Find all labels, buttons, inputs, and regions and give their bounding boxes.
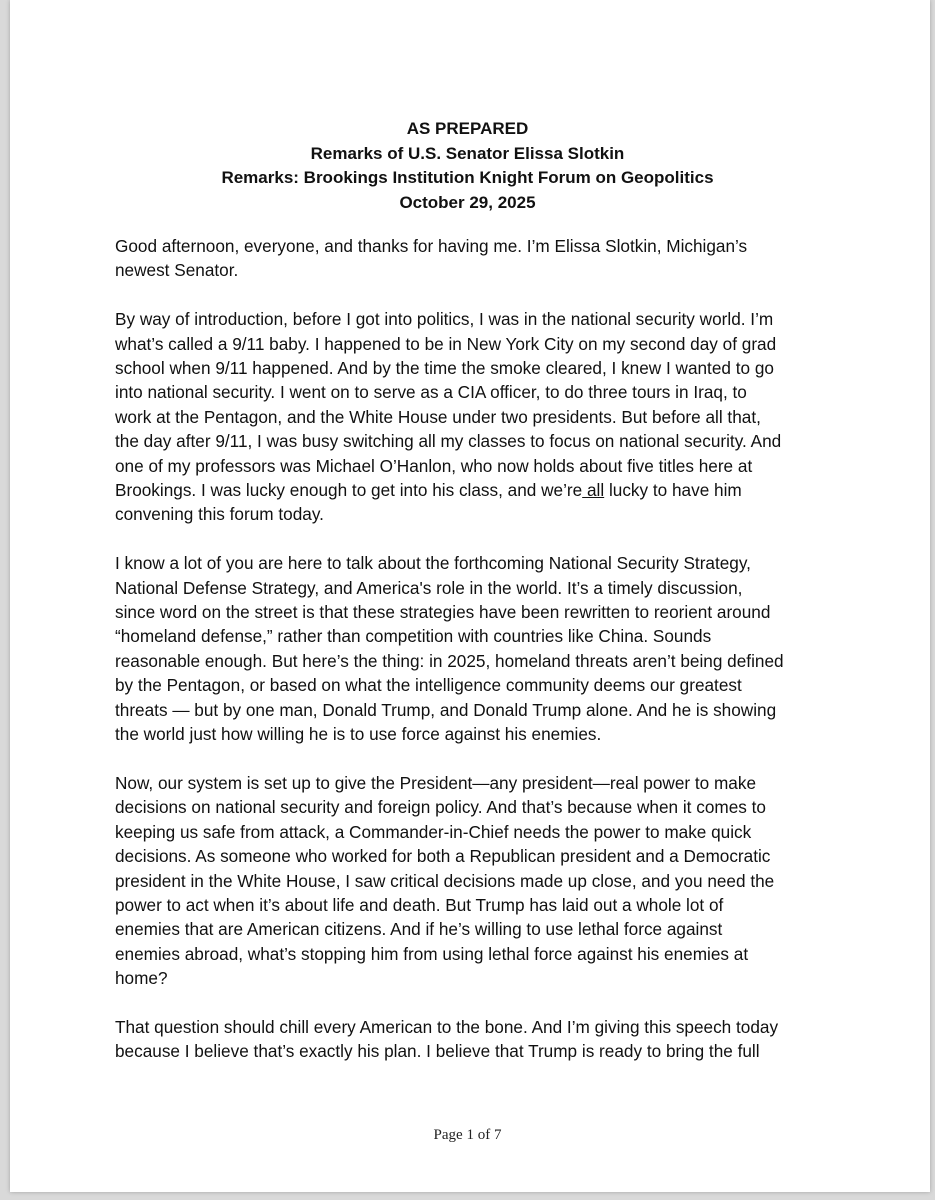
document-header <box>0 117 935 215</box>
text-line: reasonable enough. But here’s the thing: in 2025, homeland threats aren’t being defined <box>115 650 784 671</box>
text-segment: Brookings. I was lucky enough to get into his class, and we’re <box>115 480 583 501</box>
text-line: decisions. As someone who worked for both a Republican president and a Democratic <box>115 846 771 867</box>
text-line: the world just how willing he is to use force against his enemies. <box>115 724 602 745</box>
text-line: work at the Pentagon, and the White House under two presidents. But before all that, <box>115 406 761 427</box>
header-line-as-prepared: AS PREPARED <box>406 119 529 138</box>
paragraph-2 <box>115 307 835 527</box>
header-line-date: October 29, 2025 <box>399 192 536 212</box>
document-body <box>115 234 835 1088</box>
text-line: convening this forum today. <box>115 504 324 525</box>
text-line-with-emphasis <box>115 478 835 502</box>
text-line: power to act when it’s about life and death. But Trump has laid out a whole lot of <box>115 894 724 915</box>
page-number: Page 1 of 7 <box>433 1127 502 1143</box>
text-line: Now, our system is set up to give the President—any president—real power to make <box>115 772 757 793</box>
text-line: “homeland defense,” rather than competition with countries like China. Sounds <box>115 626 712 647</box>
text-line: enemies that are American citizens. And if he’s willing to use lethal force against <box>115 919 723 940</box>
text-line: decisions on national security and foreign policy. And that’s because when it comes to <box>115 797 766 818</box>
underlined-word-all: all <box>582 480 605 501</box>
text-line: because I believe that’s exactly his plan. I believe that Trump is ready to bring the full <box>115 1041 760 1062</box>
text-line: keeping us safe from attack, a Commander-in-Chief needs the power to make quick <box>115 821 752 842</box>
text-segment: lucky to have him <box>604 480 742 501</box>
text-line: threats — but by one man, Donald Trump, and Donald Trump alone. And he is showing <box>115 699 777 720</box>
text-line: into national security. I went on to serve as a CIA officer, to do three tours in Iraq, to <box>115 382 747 403</box>
paragraph-4 <box>115 771 835 991</box>
text-line: enemies abroad, what’s stopping him from using lethal force against his enemies at <box>115 943 749 964</box>
header-line-remarks-of: Remarks of U.S. Senator Elissa Slotkin <box>310 143 625 163</box>
text-line: by the Pentagon, or based on what the intelligence community deems our greatest <box>115 675 742 696</box>
paragraph-1 <box>115 234 835 283</box>
text-line: what’s called a 9/11 baby. I happened to be in New York City on my second day of grad <box>115 333 777 354</box>
text-line: By way of introduction, before I got into politics, I was in the national security world. I’m <box>115 309 774 330</box>
header-line-event: Remarks: Brookings Institution Knight Forum on Geopolitics <box>221 168 714 187</box>
text-line: home? <box>115 968 168 989</box>
text-line: newest Senator. <box>115 260 239 281</box>
text-line: one of my professors was Michael O’Hanlon, who now holds about five titles here at <box>115 455 753 476</box>
text-line: National Defense Strategy, and America's role in the world. It’s a timely discussion, <box>115 577 743 598</box>
text-line: I know a lot of you are here to talk about the forthcoming National Security Strategy, <box>115 553 751 574</box>
paragraph-5 <box>115 1015 835 1064</box>
text-line: the day after 9/11, I was busy switching all my classes to focus on national security. And <box>115 431 782 452</box>
text-line: Good afternoon, everyone, and thanks for having me. I’m Elissa Slotkin, Michigan’s <box>115 236 748 256</box>
text-line: school when 9/11 happened. And by the time the smoke cleared, I knew I wanted to go <box>115 358 774 379</box>
text-line: president in the White House, I saw critical decisions made up close, and you need the <box>115 870 775 891</box>
text-line: That question should chill every American to the bone. And I’m giving this speech today <box>115 1016 779 1037</box>
paragraph-3 <box>115 551 835 746</box>
text-line: since word on the street is that these strategies have been rewritten to reorient around <box>115 602 771 623</box>
